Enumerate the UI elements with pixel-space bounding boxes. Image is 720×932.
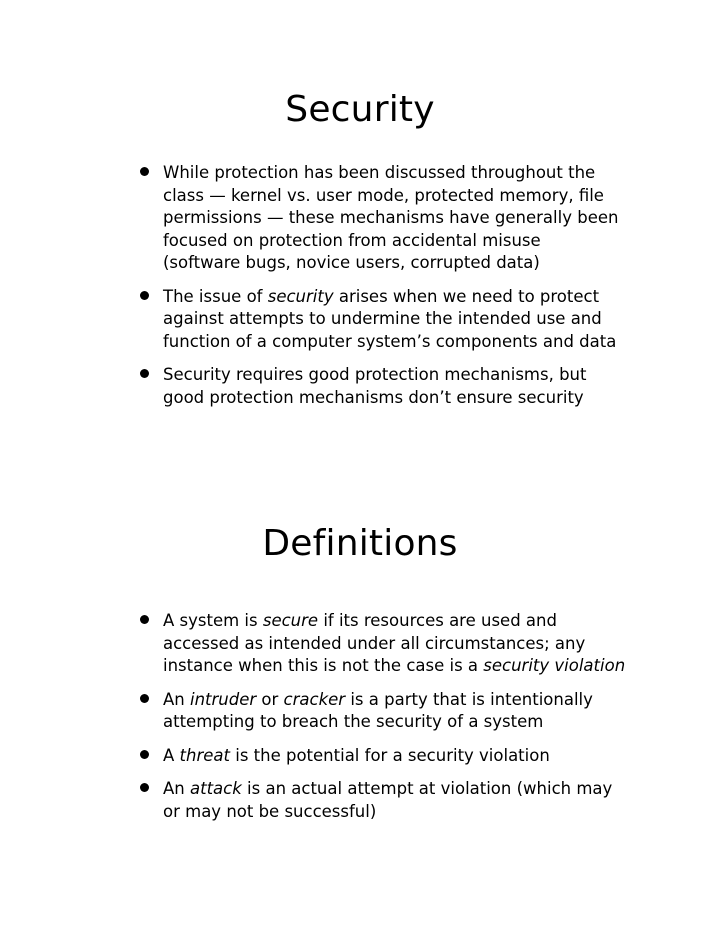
bullet-list — [140, 162, 619, 420]
bullet-line — [163, 689, 600, 712]
bullet-line — [163, 207, 619, 230]
bullet-line — [163, 801, 600, 824]
bullet-item — [140, 689, 600, 734]
bullet-text: focused on protection from accidental misuse — [163, 230, 541, 250]
slide-definitions — [0, 466, 720, 821]
bullet-text: function of a computer system’s components and data — [163, 331, 617, 351]
emphasized-term: cracker — [283, 689, 346, 709]
bullet-text: class — kernel vs. user mode, protected memory, file — [163, 185, 604, 205]
bullet-line — [163, 655, 626, 678]
bullet-line — [163, 230, 600, 253]
bullet-dot-icon — [140, 291, 149, 300]
bullet-text: good protection mechanisms don’t ensure security — [163, 387, 584, 407]
bullet-text: (software bugs, novice users, corrupted data) — [163, 253, 540, 272]
bullet-dot-icon — [140, 167, 149, 176]
bullet-text: against attempts to undermine the intended use and — [163, 309, 602, 328]
bullet-dot-icon — [140, 694, 149, 703]
bullet-text: attempting to breach the security of a system — [163, 712, 544, 731]
bullet-list — [140, 610, 626, 834]
bullet-line — [163, 286, 600, 309]
bullet-text: if its resources are used and — [318, 611, 557, 630]
bullet-text: A system is — [163, 611, 263, 630]
slide-security — [0, 0, 720, 407]
bullet-line — [163, 745, 600, 768]
bullet-text: An — [163, 689, 190, 709]
bullet-line — [163, 610, 600, 633]
bullet-dot-icon — [140, 369, 149, 378]
emphasized-term: security violation — [483, 656, 626, 675]
bullet-text: While protection has been discussed throughout the — [163, 163, 596, 182]
bullet-text: accessed as intended under all circumstances; any — [163, 633, 586, 653]
bullet-item — [140, 286, 617, 354]
bullet-text: is an actual attempt at violation (which may — [241, 779, 613, 798]
bullet-item — [140, 610, 626, 678]
bullet-line — [163, 778, 613, 801]
bullet-text: permissions — these mechanisms have generally been — [163, 208, 619, 227]
bullet-text: is a party that is intentionally — [345, 689, 593, 709]
emphasized-term: intruder — [190, 689, 257, 709]
bullet-text: A — [163, 745, 180, 765]
bullet-item — [140, 745, 600, 768]
bullet-line — [163, 308, 600, 331]
bullet-text: instance when this is not the case is a — [163, 656, 484, 675]
bullet-dot-icon — [140, 750, 149, 759]
emphasized-term: secure — [262, 611, 319, 630]
bullet-text: is the potential for a security violation — [230, 745, 550, 765]
bullet-text: Security requires good protection mechanisms, but — [163, 365, 587, 384]
bullet-line — [163, 185, 604, 208]
bullet-line — [163, 331, 617, 354]
bullet-text: or may not be successful) — [163, 801, 377, 821]
bullet-item — [140, 778, 613, 823]
bullet-line — [163, 711, 600, 734]
emphasized-term: security — [267, 286, 334, 306]
bullet-line — [163, 387, 600, 410]
bullet-line — [163, 162, 600, 185]
emphasized-term: attack — [190, 779, 242, 798]
bullet-text: arises when we need to protect — [333, 286, 600, 306]
bullet-line — [163, 633, 600, 656]
bullet-text: or — [256, 689, 284, 709]
bullet-text: An — [163, 779, 190, 798]
bullet-dot-icon — [140, 783, 149, 792]
emphasized-term: threat — [179, 745, 230, 765]
bullet-dot-icon — [140, 615, 149, 624]
slide-title: Security — [285, 89, 435, 130]
bullet-line — [163, 364, 600, 387]
bullet-line — [163, 252, 600, 275]
slide-title: Definitions — [262, 523, 458, 564]
bullet-text: The issue of — [163, 286, 268, 306]
bullet-item — [140, 364, 600, 409]
bullet-item — [140, 162, 619, 275]
